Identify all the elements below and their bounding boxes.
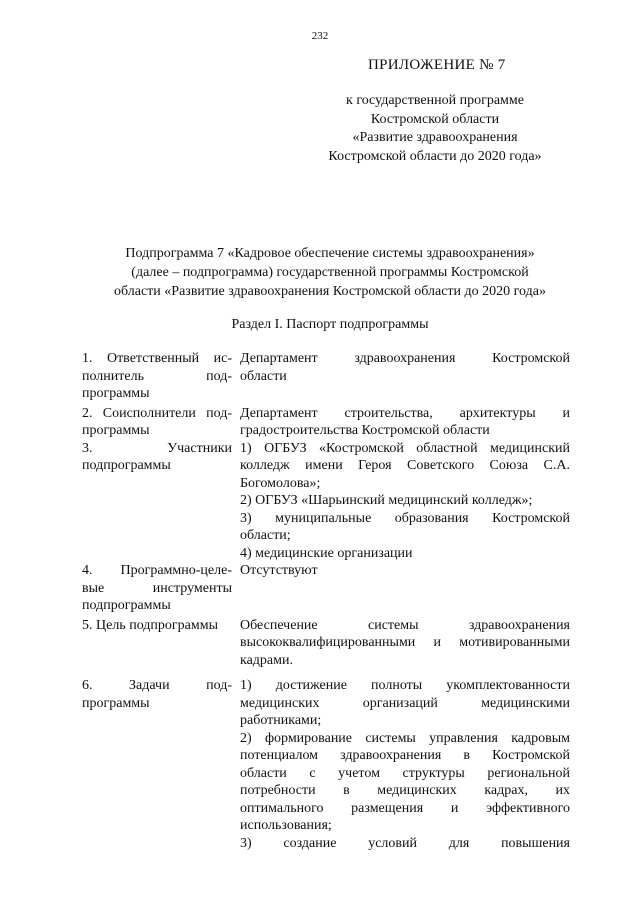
row-label: 5. Цель подпрограммы: [82, 617, 218, 633]
row-label: 1. Ответственный ис- полнитель под- программы: [82, 351, 232, 401]
table-row: [82, 615, 570, 670]
passport-table: [82, 350, 570, 852]
appendix-ref-line: «Развитие здравоохранения: [352, 130, 518, 145]
appendix-title: ПРИЛОЖЕНИЕ № 7: [368, 57, 506, 73]
row-value: 1) ОГБУЗ «Костромской областной медицинский колледж имени Героя Советского Союза С.А. Богомолова»; 2) ОГБУЗ «Шарьинский медицинский колледж»; 3) муниципальные образования Костромской области; 4) медицинские организации: [240, 440, 570, 561]
appendix-ref-line: Костромской области: [370, 111, 500, 127]
table-row: [82, 350, 570, 403]
appendix-ref-line: Костромской области до 2020 года»: [328, 148, 542, 164]
row-value: Департамент строительства, архитектуры и градостроительства Костромской области: [240, 405, 570, 438]
subprogram-title-line: (далее – подпрограмма) государственной программы Костромской: [131, 265, 529, 280]
table-row: [82, 562, 570, 615]
row-value: Обеспечение системы здравоохранения высококвалифицированными и мотивированными кадрами.: [240, 617, 570, 668]
appendix-reference: [300, 92, 570, 166]
row-label: 4. Программно-целе- вые инструменты подпрограммы: [82, 563, 232, 613]
page-number: 232: [311, 30, 329, 42]
section-title: Раздел I. Паспорт подпрограммы: [231, 317, 429, 332]
appendix-ref-line: к государственной программе: [346, 93, 524, 108]
row-value: Департамент здравоохранения Костромской области: [240, 351, 570, 384]
row-label: 2. Соисполнители под- программы: [82, 405, 232, 438]
row-label: 6. Задачи под- программы: [82, 678, 232, 711]
table-row: [82, 440, 570, 563]
table-row: [82, 669, 570, 852]
row-value: 1) достижение полноты укомплектованности медицинских организаций медицинскими работниками; 2) формирование системы управления кадровым потенциалом здравоохранения в Костромской области с учетом структуры региональной потребности в медицинских кадрах, их оптимального размещения и эффективного использования; 3) создание условий для повышения: [240, 678, 570, 851]
subprogram-title-line: области «Развитие здравоохранения Костромской области до 2020 года»: [113, 284, 546, 299]
table-row: [82, 403, 570, 440]
subprogram-title: [80, 244, 580, 301]
subprogram-title-line: Подпрограмма 7 «Кадровое обеспечение системы здравоохранения»: [125, 246, 535, 261]
row-value: Отсутствуют: [240, 563, 318, 578]
row-label: 3. Участники подпрограммы: [82, 440, 232, 473]
